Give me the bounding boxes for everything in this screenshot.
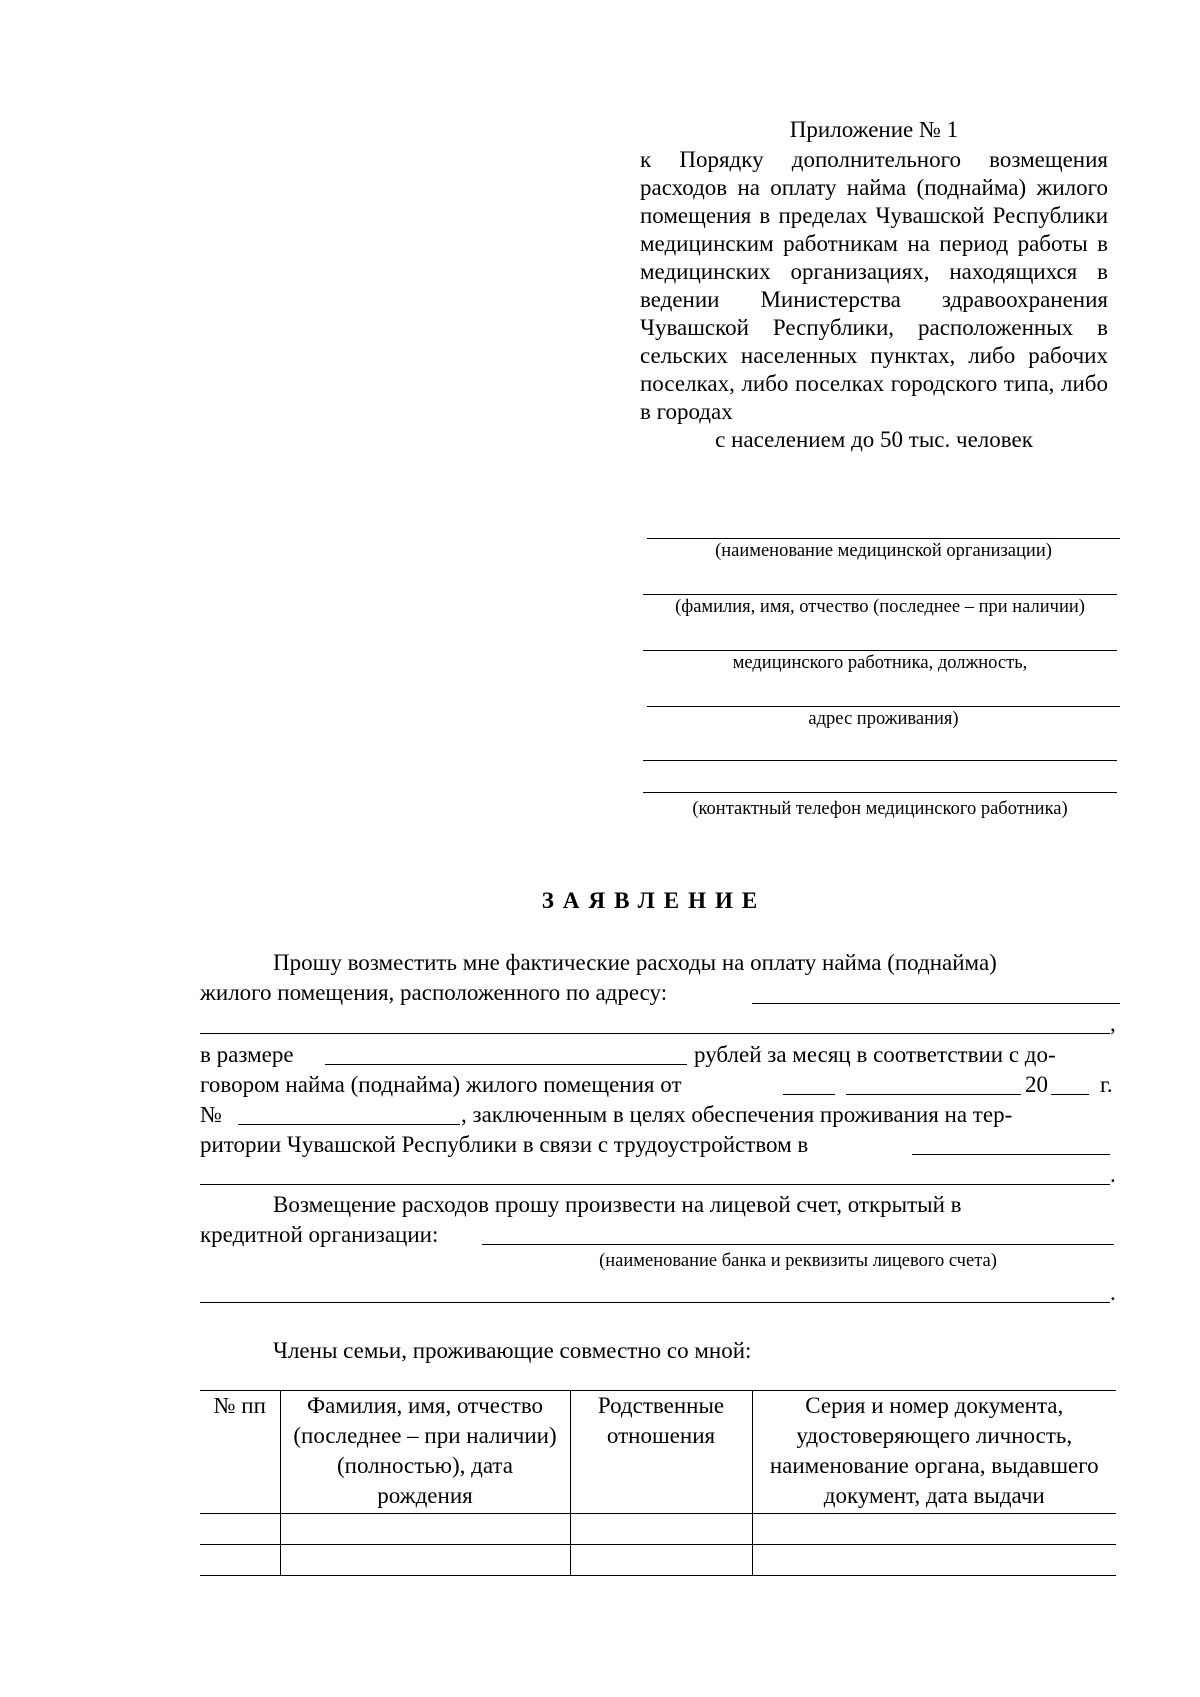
address-field[interactable] <box>752 1003 1120 1004</box>
family-table <box>200 1390 1116 1576</box>
table-cell[interactable] <box>752 1514 1116 1545</box>
address-field-2[interactable] <box>200 1033 1110 1034</box>
table-cell[interactable] <box>570 1545 752 1576</box>
territory-line: ритории Чувашской Республики в связи с трудоустройством в <box>200 1132 809 1157</box>
bank-period: . <box>1110 1280 1116 1305</box>
table-cell[interactable] <box>200 1545 280 1576</box>
p2-line1: Возмещение расходов прошу произвести на лицевой счет, открытый в <box>273 1192 962 1217</box>
employment-field-2[interactable] <box>200 1184 1110 1185</box>
size-suffix: рублей за месяц в соответствии с до- <box>694 1042 1056 1067</box>
bank-field-2[interactable] <box>200 1302 1110 1303</box>
number-suffix: , заключенным в целях обеспечения проживания на тер- <box>461 1102 1013 1127</box>
phone-caption: (контактный телефон медицинского работника) <box>692 799 1068 819</box>
position-caption: медицинского работника, должность, <box>732 653 1028 673</box>
year-prefix: 20 <box>1025 1072 1048 1097</box>
appendix-title: Приложение № 1 <box>789 117 959 142</box>
p1-line1: Прошу возместить мне фактические расходы на оплату найма (поднайма) <box>273 950 997 975</box>
table-cell[interactable] <box>280 1545 570 1576</box>
table-row <box>200 1545 1116 1576</box>
position-line[interactable] <box>643 650 1117 651</box>
appendix-description <box>640 146 1108 454</box>
appendix-body-text: к Порядку дополнительного возмещения расходов на оплату найма (поднайма) жилого помещения в пределах Чувашской Республики медицинским работникам на период работы в медицинских организациях, находящихся в ведении Министерства здравоохранения Чувашской Республики, расположенных в сельских населенных пунктах, либо рабочих поселках, либо поселках городского типа, либо в городах <box>640 147 1108 424</box>
address-comma: , <box>1110 1011 1116 1036</box>
statement-heading: ЗАЯВЛЕНИЕ <box>541 888 767 913</box>
address-line[interactable] <box>647 706 1120 707</box>
family-intro: Члены семьи, проживающие совместно со мной: <box>273 1338 752 1363</box>
org-name-line[interactable] <box>647 538 1120 539</box>
address-line-2[interactable] <box>643 760 1117 761</box>
table-cell[interactable] <box>570 1514 752 1545</box>
col-document: Серия и номер документа, удостоверяющего личность, наименование органа, выдавшего документ, дата выдачи <box>752 1391 1116 1514</box>
fio-line[interactable] <box>643 594 1117 595</box>
fio-caption: (фамилия, имя, отчество (последнее – при наличии) <box>675 597 1085 617</box>
table-row <box>200 1514 1116 1545</box>
family-table-header <box>200 1391 1116 1514</box>
employment-period: . <box>1110 1162 1116 1187</box>
contract-day-field[interactable] <box>783 1094 835 1095</box>
contract-prefix: говором найма (поднайма) жилого помещения от <box>200 1072 682 1097</box>
col-number: № пп <box>200 1391 280 1514</box>
employment-field[interactable] <box>912 1154 1110 1155</box>
col-fio: Фамилия, имя, отчество (последнее – при наличии) (полностью), дата рождения <box>280 1391 570 1514</box>
appendix-last-line: с населением до 50 тыс. человек <box>715 427 1033 452</box>
table-cell[interactable] <box>752 1545 1116 1576</box>
p2-line2: кредитной организации: <box>200 1222 439 1247</box>
number-sign: № <box>200 1102 222 1127</box>
col-relation: Родственные отношения <box>570 1391 752 1514</box>
p1-line2: жилого помещения, расположенного по адресу: <box>200 980 668 1005</box>
bank-field[interactable] <box>482 1244 1114 1245</box>
address-caption: адрес проживания) <box>808 709 959 729</box>
bank-caption: (наименование банка и реквизиты лицевого счета) <box>599 1251 997 1271</box>
org-name-caption: (наименование медицинской организации) <box>715 541 1052 561</box>
contract-number-field[interactable] <box>238 1124 460 1125</box>
contract-year-field[interactable] <box>1051 1094 1089 1095</box>
table-cell[interactable] <box>200 1514 280 1545</box>
contract-month-field[interactable] <box>846 1094 1021 1095</box>
table-cell[interactable] <box>280 1514 570 1545</box>
amount-field[interactable] <box>325 1064 687 1065</box>
year-suffix: г. <box>1100 1072 1113 1097</box>
phone-line[interactable] <box>643 792 1117 793</box>
size-prefix: в размере <box>200 1042 294 1067</box>
